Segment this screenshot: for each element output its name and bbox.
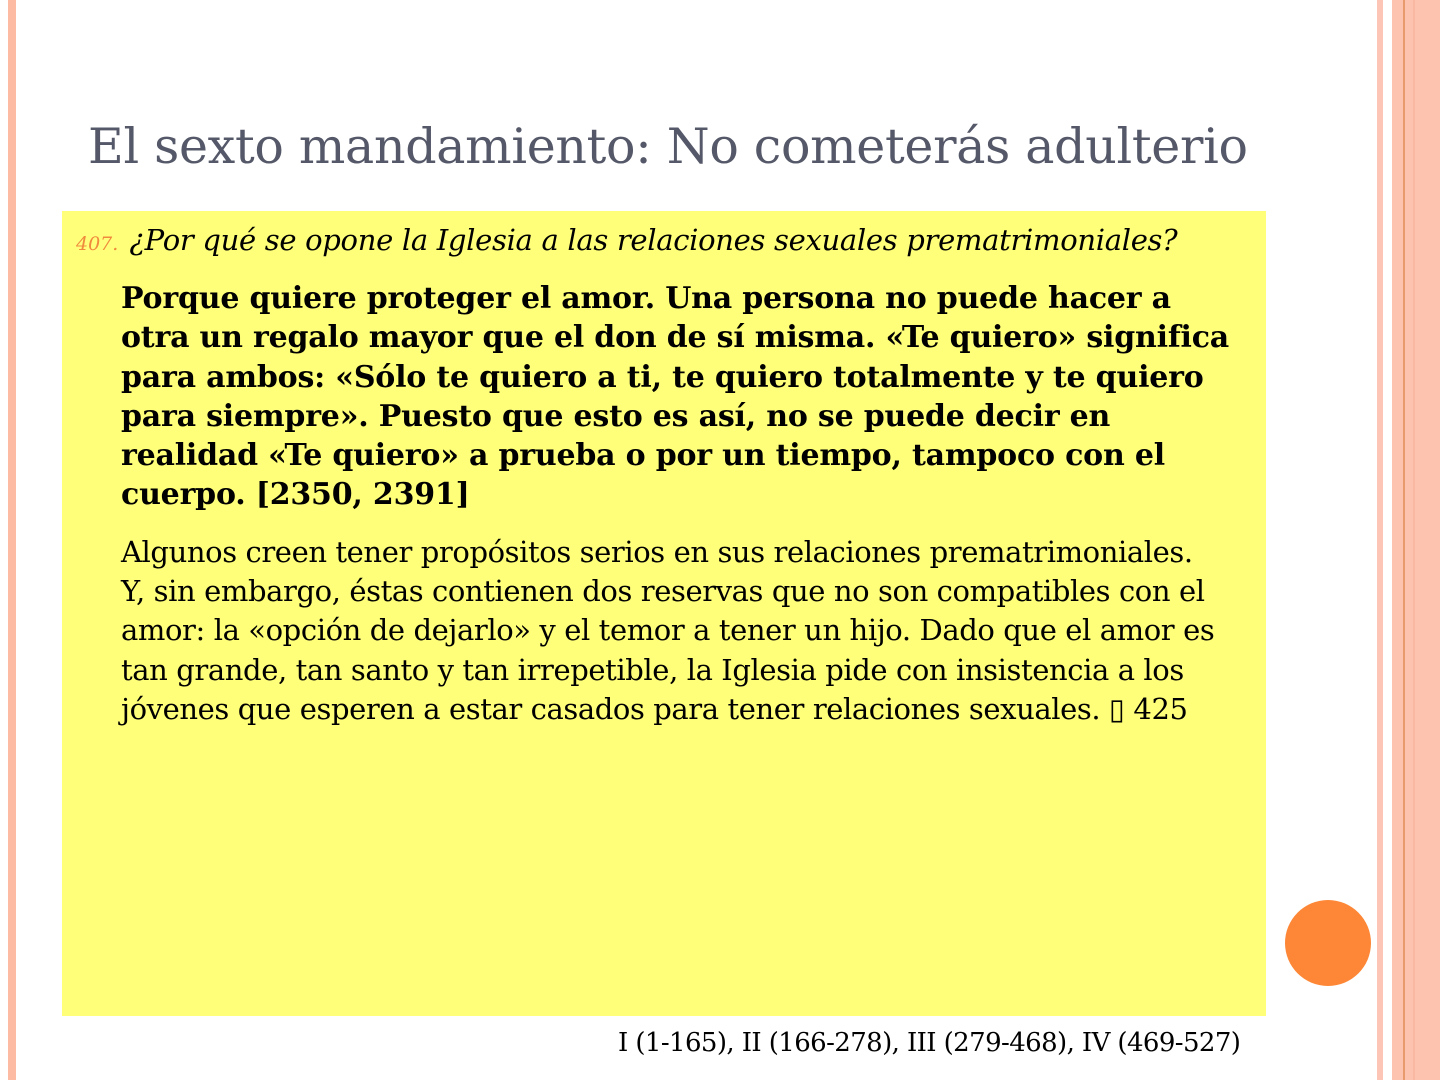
right-border-accent-line-2 (1413, 0, 1415, 1080)
explanation-line: tan grande, tan santo y tan irrepetible, la Iglesia pide con insistencia a los (121, 652, 1184, 687)
answer-line: otra un regalo mayor que el don de sí misma. «Te quiero» significa (121, 320, 1230, 356)
footer-section-ranges: I (1-165), II (166-278), III (279-468), IV (469-527) (618, 1028, 1241, 1058)
question-text: ¿Por qué se opone la Iglesia a las relaciones sexuales prematrimoniales? (129, 223, 1178, 257)
question (76, 223, 1177, 257)
right-border-strip-thin (1377, 0, 1383, 1080)
answer-paragraph (121, 279, 1251, 515)
explanation-paragraph (121, 533, 1261, 729)
slide-title: El sexto mandamiento: No cometerás adulterio (88, 118, 1248, 175)
right-border-accent-line (1403, 0, 1405, 1080)
answer-line: para siempre». Puesto que esto es así, no se puede decir en (121, 398, 1111, 434)
right-border-strip-wide (1392, 0, 1440, 1080)
left-border-strip (8, 0, 16, 1080)
answer-line: Porque quiere proteger el amor. Una persona no puede hacer a (121, 281, 1171, 316)
explanation-line: jóvenes que esperen a estar casados para tener relaciones sexuales. ▯ 425 (121, 691, 1188, 726)
content-box (62, 211, 1266, 1016)
explanation-line: amor: la «opción de dejarlo» y el temor a tener un hijo. Dado que el amor es (121, 613, 1215, 648)
explanation-line: Algunos creen tener propósitos serios en sus relaciones prematrimoniales. (121, 535, 1193, 569)
accent-circle (1285, 900, 1371, 986)
answer-line: realidad «Te quiero» a prueba o por un tiempo, tampoco con el (121, 438, 1165, 474)
question-number: 407. (76, 233, 119, 255)
explanation-line: Y, sin embargo, éstas contienen dos reservas que no son compatibles con el (121, 574, 1205, 609)
answer-line: para ambos: «Sólo te quiero a ti, te quiero totalmente y te quiero (121, 359, 1204, 395)
answer-line: cuerpo. [2350, 2391] (121, 477, 470, 513)
